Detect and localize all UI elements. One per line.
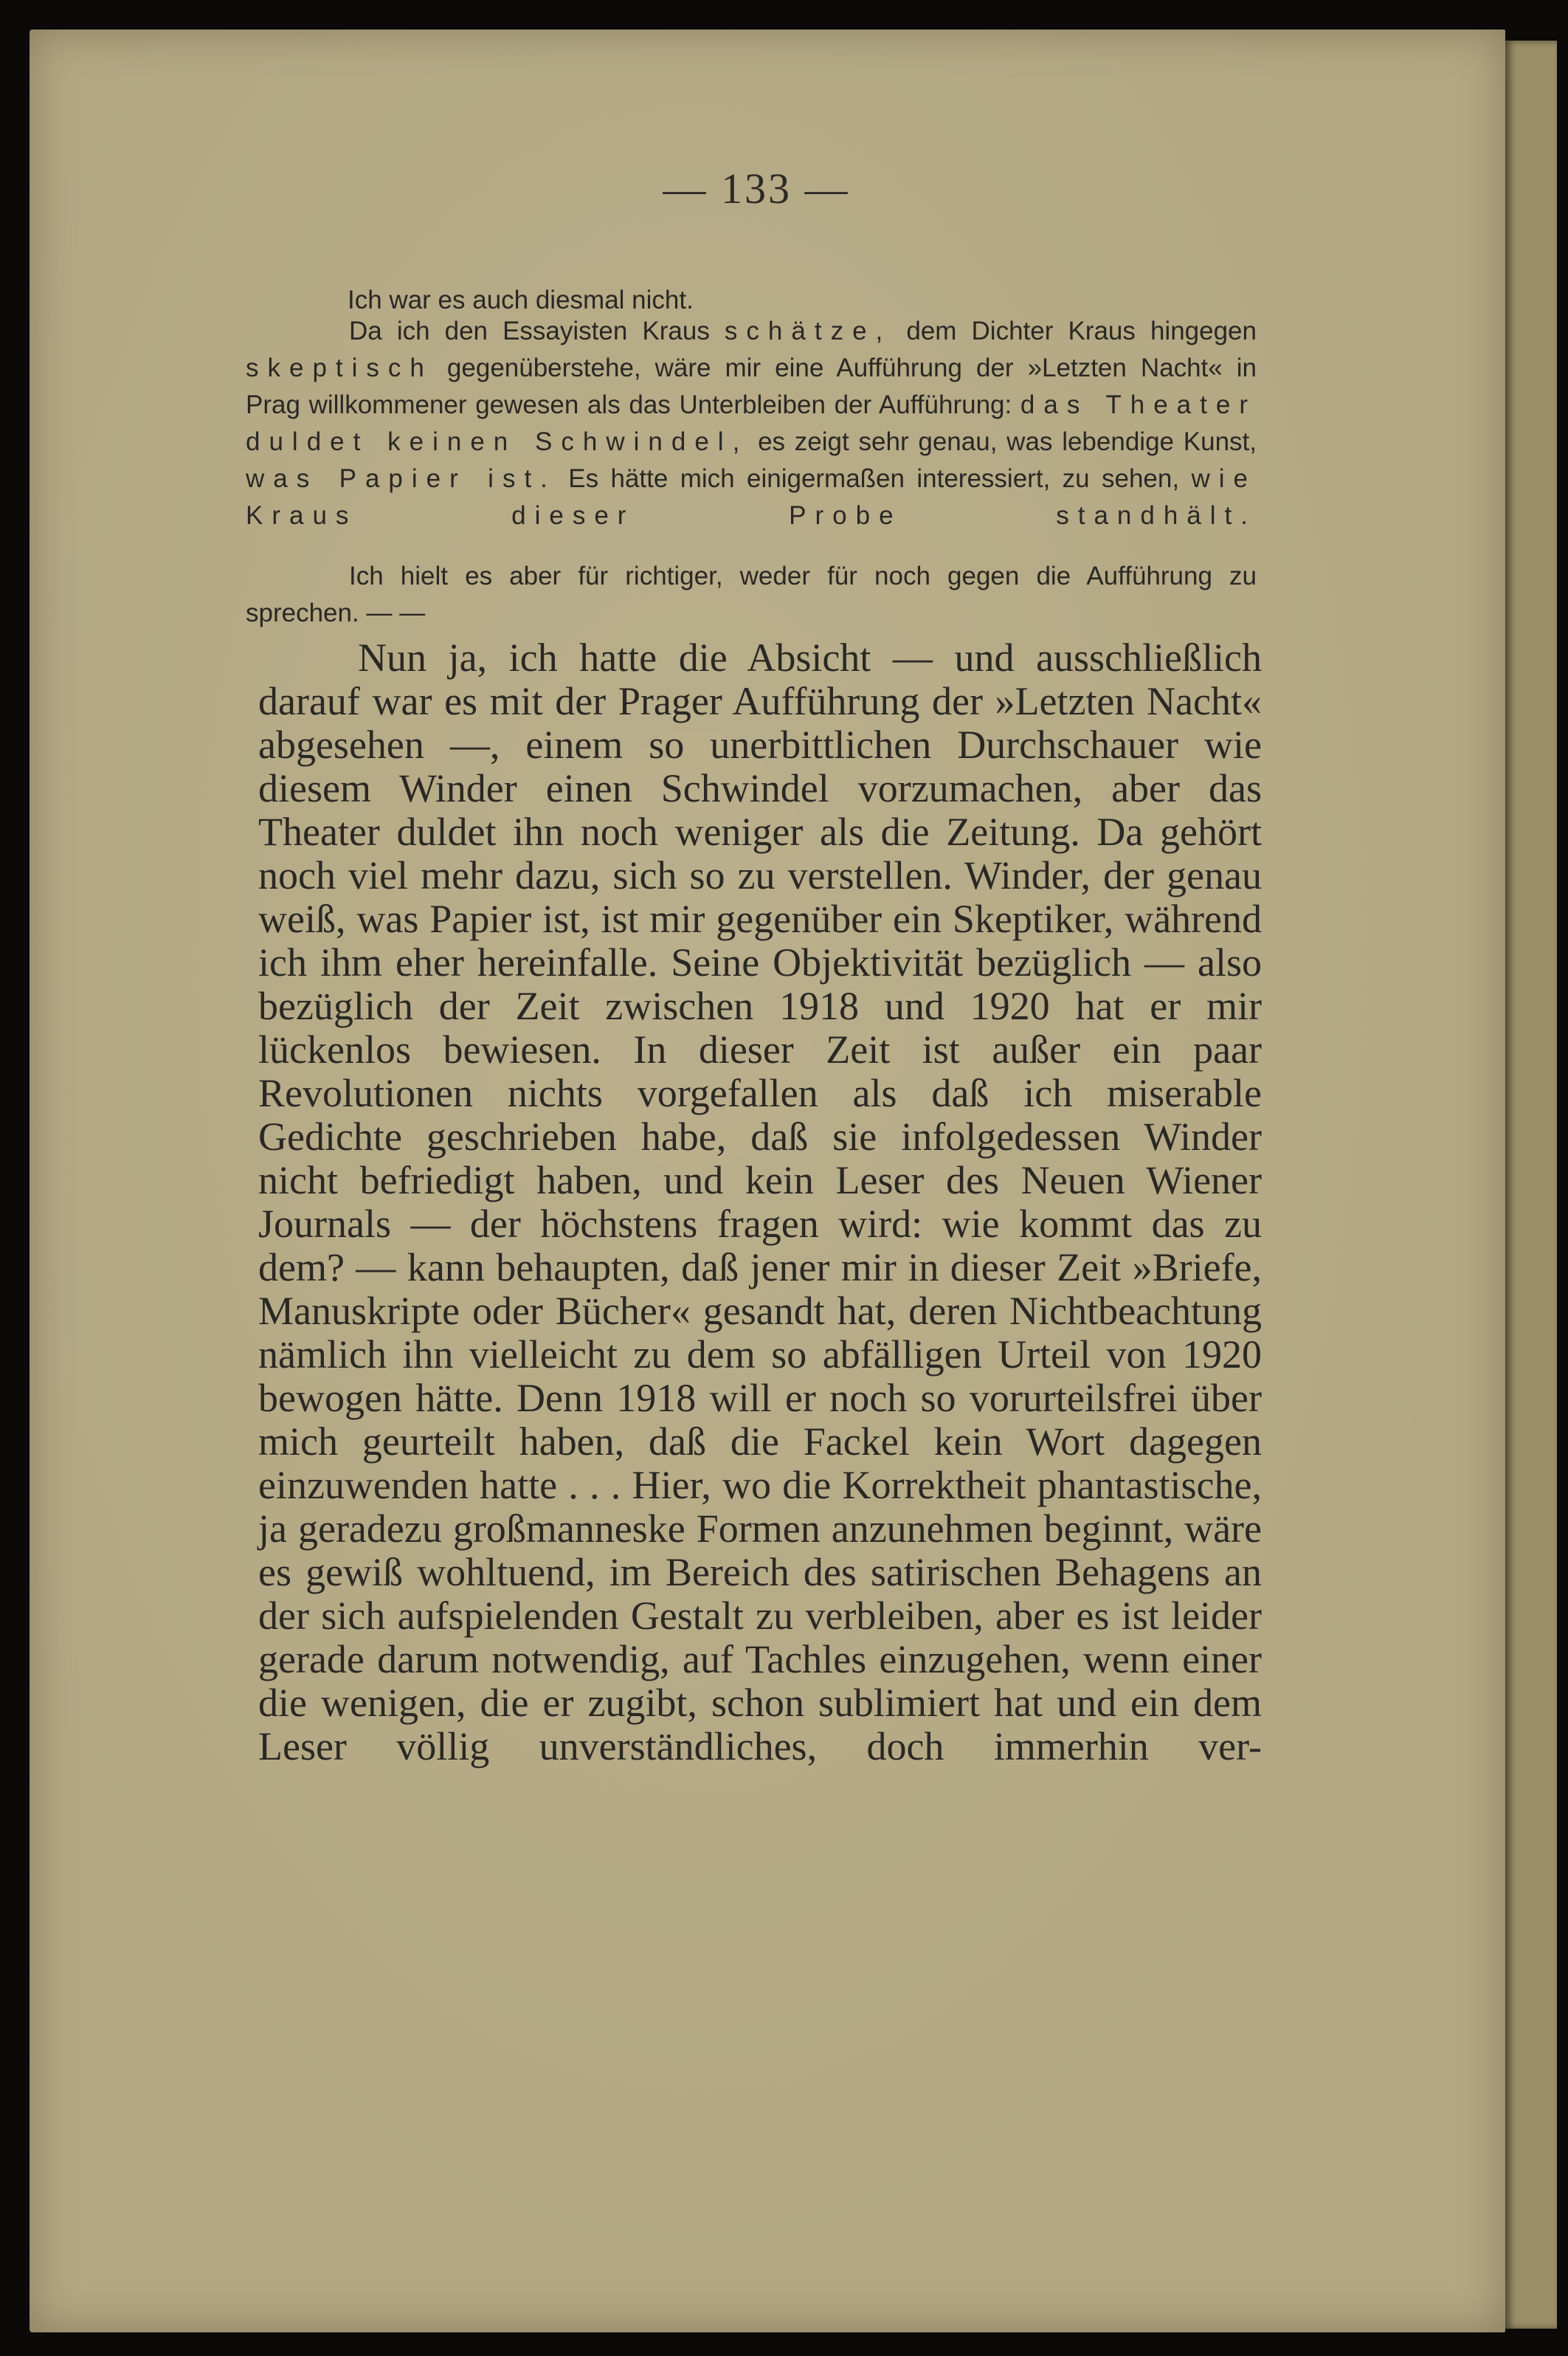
paragraph-main: Nun ja, ich hatte die Absicht — und ausschließlich darauf war es mit der Prager Aufführung der »Letzten Nacht« abgesehen —, einem so unerbittlichen Durchschauer wie diesem Winder einen Schwindel vorzumachen, aber das Theater duldet ihn noch weniger als die Zeitung. Da gehört noch viel mehr dazu, sich so zu verstellen. Winder, der genau weiß, was Papier ist, ist mir gegenüber ein Skeptiker, während ich ihm eher hereinfalle. Seine Objektivität bezüglich — also bezüglich der Zeit zwischen 1918 und 1920 hat er mir lückenlos bewiesen. In dieser Zeit ist außer ein paar Revolutionen nichts vorgefallen als daß ich miserable Gedichte geschrieben habe, daß sie infolgedessen Winder nicht befriedigt haben, und kein Leser des Neuen Wiener Journals — der höchstens fragen wird: wie kommt das zu dem? — kann behaupten, daß jener mir in dieser Zeit »Briefe, Manuskripte oder Bücher« gesandt hat, deren Nichtbeachtung nämlich ihn vielleicht zu dem so abfälligen Urteil von 1920 bewogen hätte. Denn 1918 will er noch so vorurteilsfrei über mich geurteilt haben, daß die Fackel kein Wort dagegen einzuwenden hatte . . . Hier, wo die Korrektheit phantastische, ja geradezu großmanneske Formen anzunehmen beginnt, wäre es gewiß wohltuend, im Bereich des satirischen Behagens an der sich aufspielenden Gestalt zu verbleiben, aber es ist leider gerade darum notwendig, auf Tachles einzugehen, wenn einer die wenigen, die er zugibt, schon sublimiert hat und ein dem Leser völlig unverständliches, doch immerhin ver-: [258, 636, 1262, 1768]
emphasis-papier: was Papier ist.: [246, 464, 556, 493]
page-number: — 133 —: [663, 165, 850, 213]
paragraph-small-2: Da ich den Essayisten Kraus schätze, dem Dichter Kraus hingegen skeptisch gegenüberstehe, wäre mir eine Aufführung der »Letzten Nacht« in Prag willkommener gewesen als das Unterbleiben der Aufführung: das Theater duldet keinen Schwindel, es zeigt sehr genau, was lebendige Kunst, was Papier ist. Es hätte mich einigermaßen interessiert, zu sehen, wie Kraus dieser Probe standhält.: [246, 317, 1257, 530]
emphasis-standhaelt: wie Kraus dieser Probe standhält.: [246, 464, 1257, 530]
adjacent-page-edge: [1505, 41, 1557, 2329]
paragraph-small-1: Ich war es auch diesmal nicht.: [348, 286, 694, 314]
paragraph-small-3: Ich hielt es aber für richtiger, weder für noch gegen die Aufführung zu sprechen. — —: [246, 562, 1257, 627]
emphasis-theater: das Theater duldet keinen Schwindel,: [246, 390, 1257, 456]
emphasis-skeptisch: skeptisch: [246, 354, 433, 382]
emphasis-schaetze: schätze,: [724, 317, 892, 345]
